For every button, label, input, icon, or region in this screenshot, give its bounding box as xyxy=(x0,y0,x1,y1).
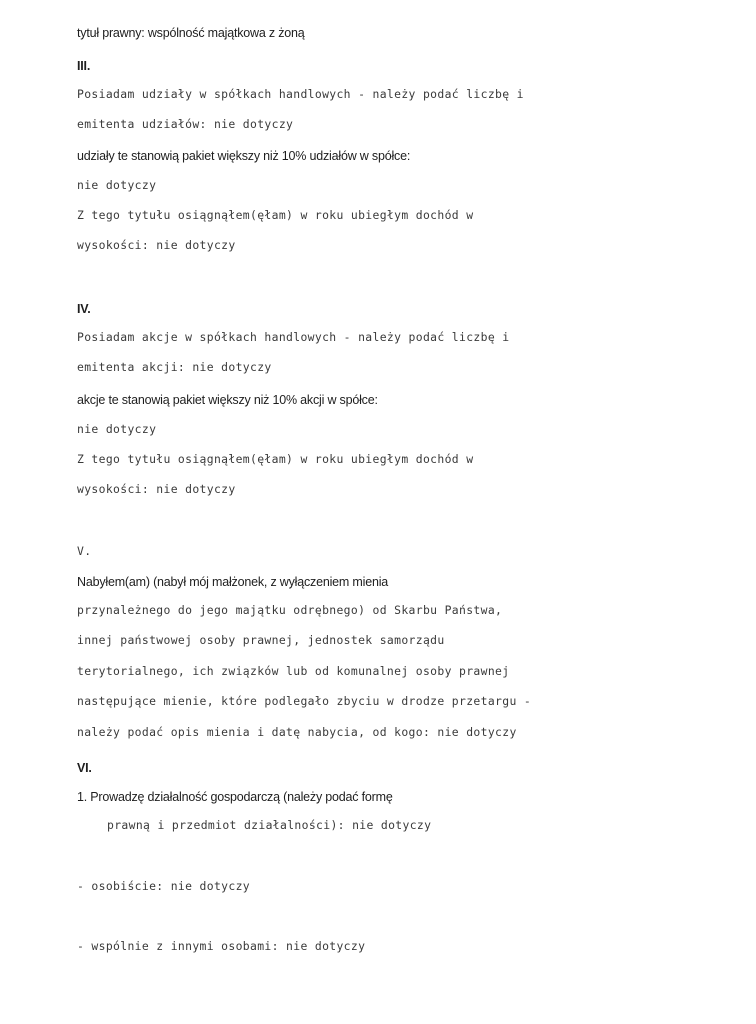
shares-income-line-1: Z tego tytułu osiągnąłem(ęłam) w roku ubiegłym dochód w xyxy=(77,208,474,222)
acquired-property-line-6: należy podać opis mienia i datę nabycia, od kogo: nie dotyczy xyxy=(77,725,517,739)
acquired-property-line-2: przynależnego do jego majątku odrębnego) od Skarbu Państwa, xyxy=(77,603,503,617)
acquired-property-line-4: terytorialnego, ich związków lub od komunalnej osoby prawnej xyxy=(77,664,510,678)
stocks-statement-line-2: emitenta akcji: nie dotyczy xyxy=(77,360,272,374)
acquired-property-line-5: następujące mienie, które podlegało zbyciu w drodze przetargu - xyxy=(77,694,532,708)
shares-statement-line-1: Posiadam udziały w spółkach handlowych - należy podać liczbę i xyxy=(77,87,524,101)
stocks-income-line-1: Z tego tytułu osiągnąłem(ęłam) w roku ubiegłym dochód w xyxy=(77,452,474,466)
stocks-package-label: akcje te stanowią pakiet większy niż 10% akcji w spółce: xyxy=(77,393,378,407)
acquired-property-line-3: innej państwowej osoby prawnej, jednostek samorządu xyxy=(77,633,445,647)
shares-income-line-2: wysokości: nie dotyczy xyxy=(77,238,236,252)
stocks-package-value: nie dotyczy xyxy=(77,422,157,436)
stocks-income-line-2: wysokości: nie dotyczy xyxy=(77,482,236,496)
section-heading-v: V. xyxy=(77,544,92,558)
business-joint-line: - wspólnie z innymi osobami: nie dotyczy xyxy=(77,939,366,953)
shares-statement-line-2: emitenta udziałów: nie dotyczy xyxy=(77,117,294,131)
business-personal-line: - osobiście: nie dotyczy xyxy=(77,879,250,893)
legal-title-line: tytuł prawny: wspólność majątkowa z żoną xyxy=(77,26,305,40)
shares-package-label: udziały te stanowią pakiet większy niż 10% udziałów w spółce: xyxy=(77,149,411,163)
business-activity-line-2: prawną i przedmiot działalności): nie dotyczy xyxy=(107,818,432,832)
shares-package-value: nie dotyczy xyxy=(77,178,157,192)
acquired-property-line-1: Nabyłem(am) (nabył mój małżonek, z wyłączeniem mienia xyxy=(77,575,389,589)
stocks-statement-line-1: Posiadam akcje w spółkach handlowych - należy podać liczbę i xyxy=(77,330,510,344)
section-heading-iv: IV. xyxy=(77,302,91,316)
section-heading-vi: VI. xyxy=(77,761,92,775)
business-activity-line-1: 1. Prowadzę działalność gospodarczą (należy podać formę xyxy=(77,790,393,804)
section-heading-iii: III. xyxy=(77,59,91,73)
